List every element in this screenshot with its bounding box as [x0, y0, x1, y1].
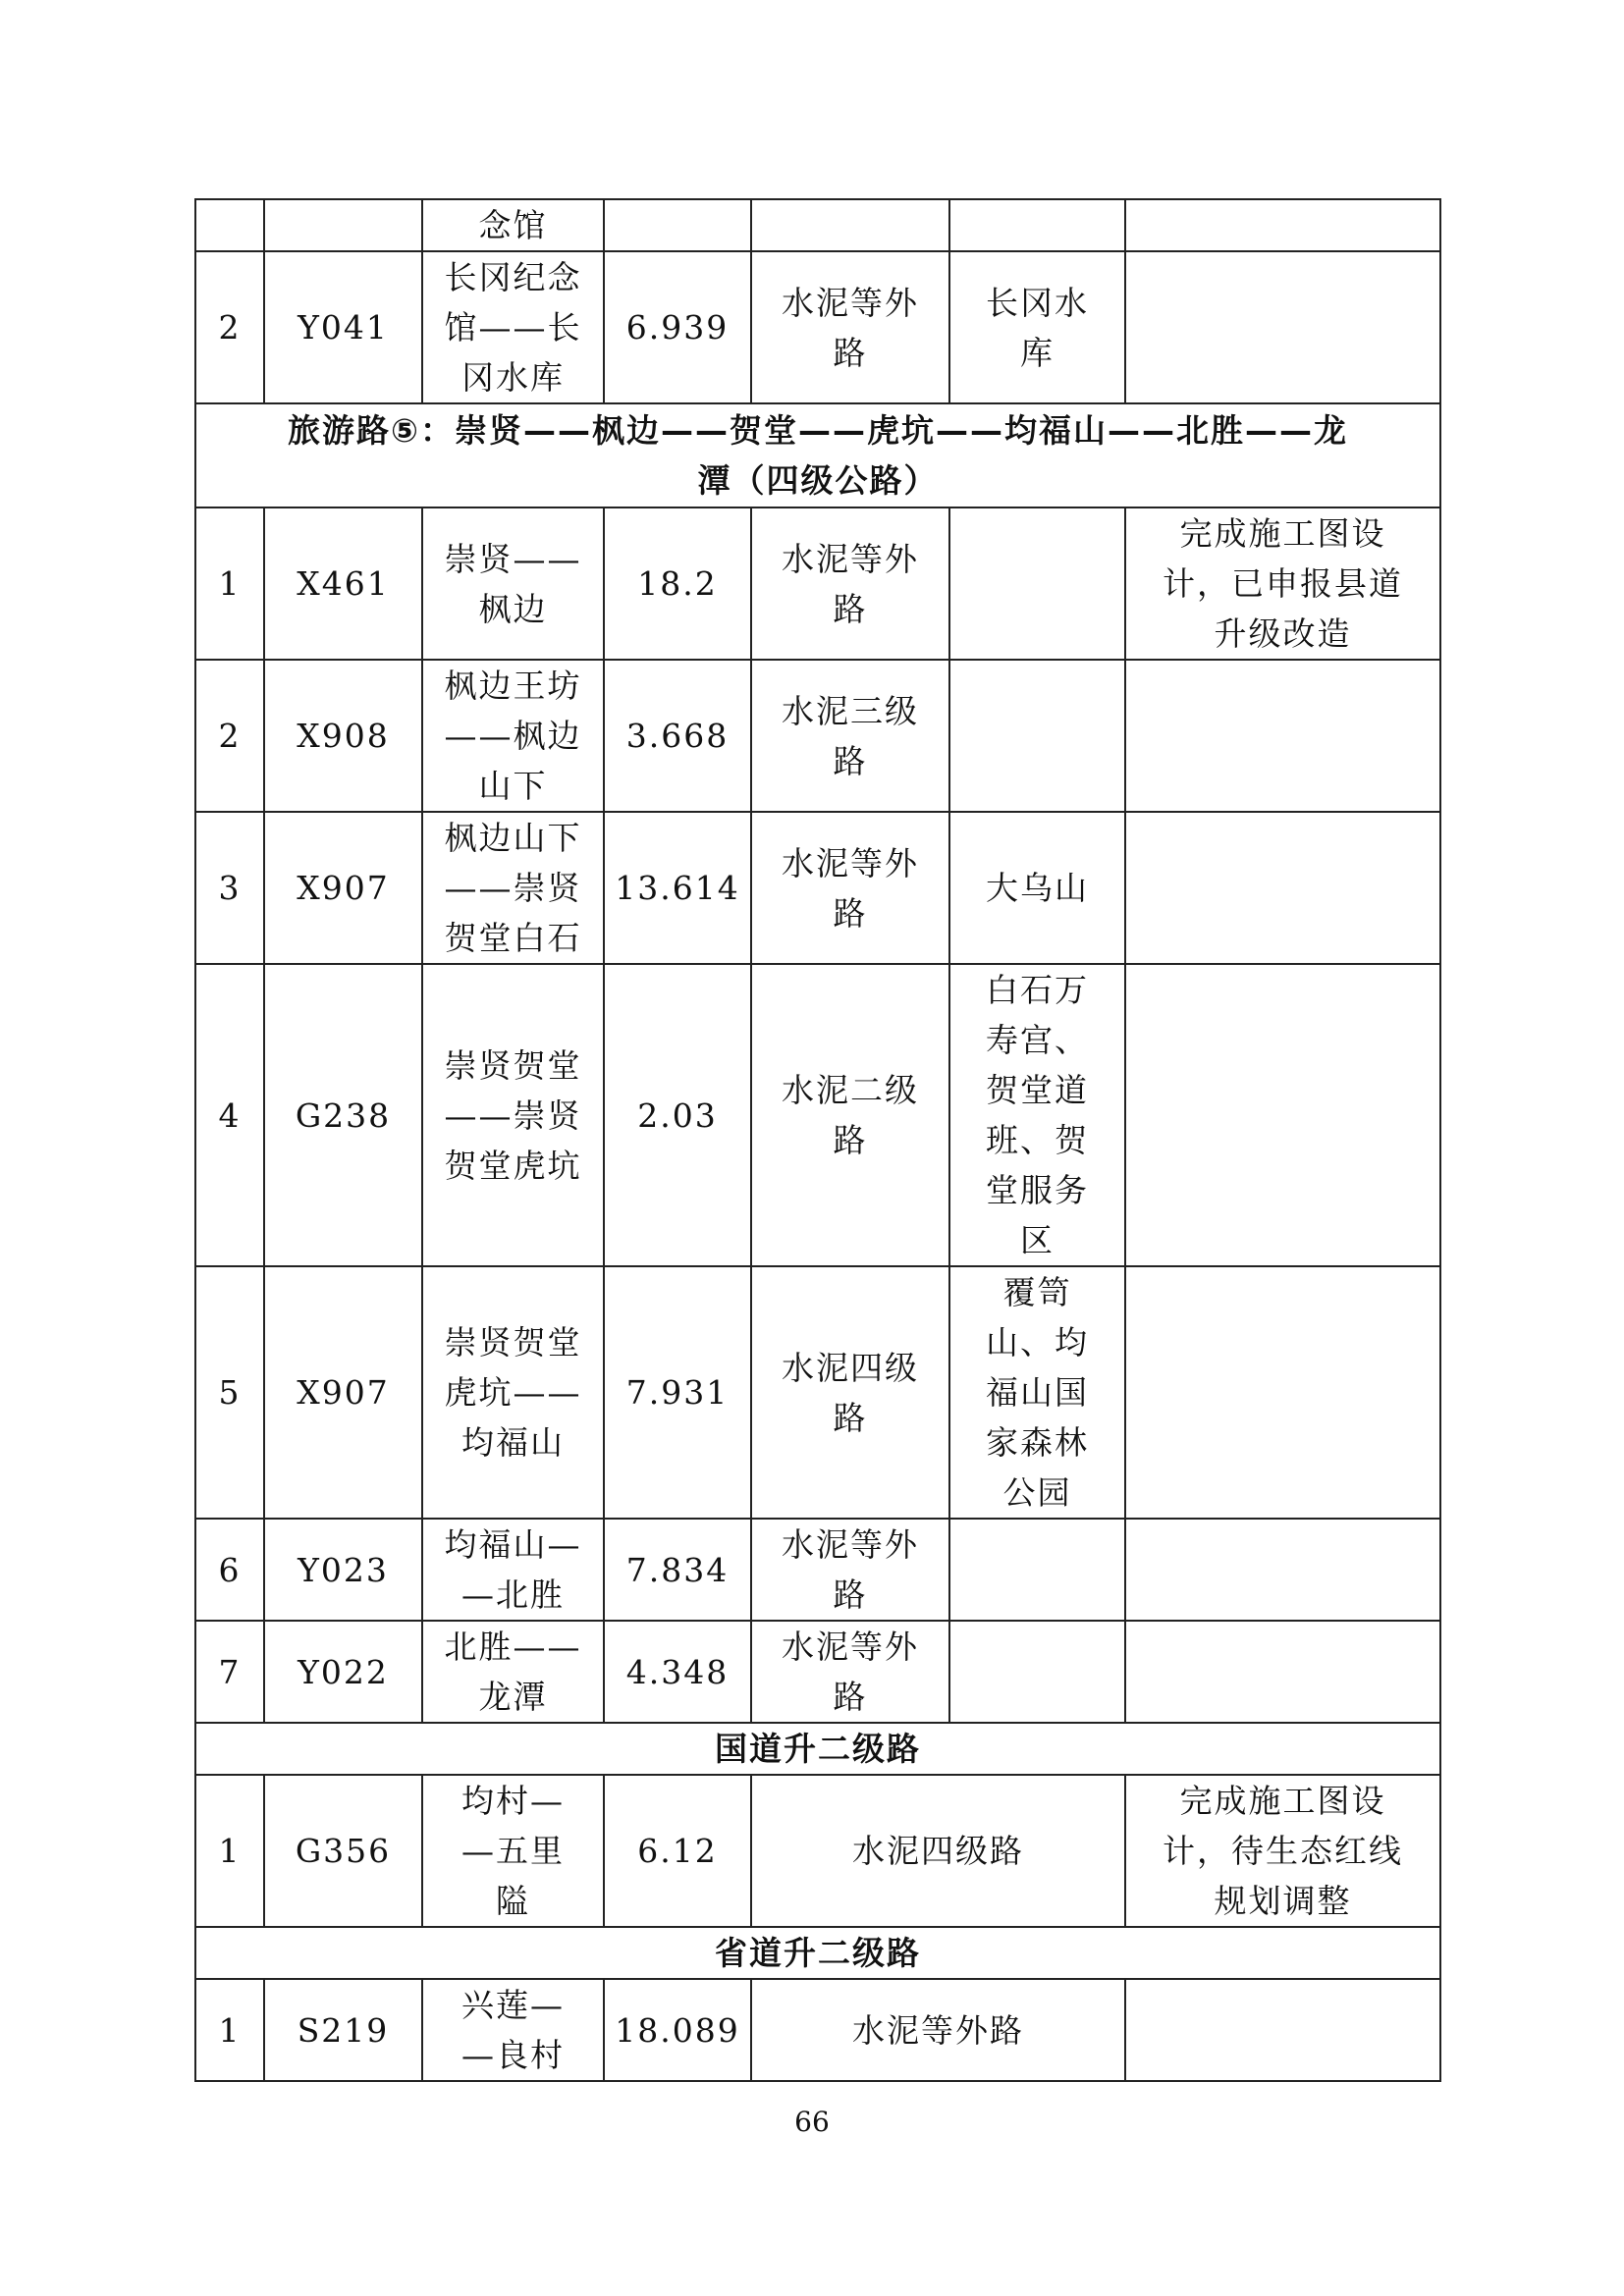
seq-cell-text: 3: [218, 869, 242, 907]
route-table: [194, 198, 1441, 2082]
table-row: [195, 1519, 1440, 1621]
road-code-cell-text: X907: [297, 1373, 390, 1412]
seq-cell-text: 1: [218, 1832, 242, 1870]
section-name-cell: [422, 660, 604, 812]
seq-cell: [195, 1266, 264, 1519]
seq-cell-text: 2: [218, 308, 242, 347]
surface-cell: [751, 199, 949, 251]
road-code-cell: [264, 660, 422, 812]
road-code-cell-text: S219: [297, 2010, 390, 2050]
surface-cell: [751, 812, 949, 964]
road-code-cell: [264, 507, 422, 660]
length-cell: [604, 1979, 751, 2081]
remark-cell: [1125, 660, 1440, 812]
section-name-cell-text: 均村— —五里 隘: [461, 1782, 565, 1920]
length-cell: [604, 199, 751, 251]
table-row: [195, 507, 1440, 660]
table-row: [195, 964, 1440, 1266]
road-code-cell-text: X907: [297, 869, 390, 907]
table-row: [195, 199, 1440, 251]
surface-cell: [751, 1979, 1125, 2081]
road-code-cell: [264, 199, 422, 251]
scenic-spot-cell: [949, 964, 1125, 1266]
section-title-text: 省道升二级路: [715, 1934, 921, 1972]
road-code-cell-text: G238: [295, 1095, 392, 1135]
remark-cell: [1125, 1979, 1440, 2081]
section-name-cell: [422, 1775, 604, 1927]
seq-cell-text: 7: [218, 1652, 242, 1691]
surface-cell: [751, 1519, 949, 1621]
route-table-body: [195, 199, 1440, 2081]
road-code-cell-text: Y023: [298, 1550, 389, 1589]
scenic-spot-cell-text: 长冈水 库: [986, 283, 1089, 372]
surface-cell-text: 水泥四级路: [852, 1832, 1024, 1870]
section-header-row: [195, 1927, 1440, 1979]
scenic-spot-cell: [949, 1266, 1125, 1519]
surface-cell: [751, 507, 949, 660]
remark-cell: [1125, 964, 1440, 1266]
seq-cell-text: 1: [218, 2010, 242, 2050]
length-cell: [604, 1621, 751, 1723]
seq-cell: [195, 964, 264, 1266]
road-code-cell: [264, 251, 422, 403]
length-cell-text: 6.12: [637, 1832, 718, 1870]
length-cell: [604, 507, 751, 660]
length-cell-text: 2.03: [637, 1095, 718, 1135]
length-cell: [604, 1266, 751, 1519]
length-cell: [604, 1519, 751, 1621]
seq-cell: [195, 199, 264, 251]
scenic-spot-cell: [949, 660, 1125, 812]
seq-cell: [195, 812, 264, 964]
seq-cell: [195, 1621, 264, 1723]
table-row: [195, 812, 1440, 964]
road-code-cell: [264, 1519, 422, 1621]
road-code-cell: [264, 1775, 422, 1927]
surface-cell-text: 水泥等外路: [852, 2010, 1024, 2050]
surface-cell: [751, 1621, 949, 1723]
length-cell: [604, 964, 751, 1266]
seq-cell-text: 1: [218, 564, 242, 603]
road-code-cell: [264, 1979, 422, 2081]
section-name-cell-text: 枫边山下 ——崇贤 贺堂白石: [444, 819, 582, 957]
scenic-spot-cell: [949, 812, 1125, 964]
table-row: [195, 660, 1440, 812]
section-name-cell-text: 念馆: [478, 206, 548, 244]
table-row: [195, 1621, 1440, 1723]
seq-cell-text: 6: [218, 1550, 242, 1589]
scenic-spot-cell: [949, 251, 1125, 403]
table-row: [195, 1266, 1440, 1519]
section-name-cell-text: 长冈纪念 馆——长 冈水库: [444, 258, 582, 397]
section-name-cell-text: 北胜—— 龙潭: [444, 1628, 582, 1716]
length-cell-text: 7.931: [625, 1373, 730, 1412]
seq-cell: [195, 1519, 264, 1621]
section-name-cell-text: 均福山— —北胜: [444, 1525, 582, 1614]
length-cell-text: 3.668: [625, 717, 730, 755]
section-title: [195, 403, 1440, 507]
length-cell: [604, 1775, 751, 1927]
road-code-cell: [264, 1621, 422, 1723]
scenic-spot-cell-text: 大乌山: [986, 869, 1089, 907]
section-name-cell: [422, 1621, 604, 1723]
seq-cell: [195, 1775, 264, 1927]
seq-cell: [195, 251, 264, 403]
section-name-cell: [422, 507, 604, 660]
road-code-cell: [264, 1266, 422, 1519]
road-code-cell-text: Y022: [298, 1652, 389, 1691]
section-name-cell-text: 崇贤—— 枫边: [444, 539, 582, 628]
length-cell-text: 4.348: [625, 1652, 730, 1691]
surface-cell-text: 水泥二级 路: [782, 1071, 919, 1159]
remark-cell-text: 完成施工图设 计，已申报县道 升级改造: [1163, 514, 1403, 653]
road-code-cell-text: G356: [295, 1832, 392, 1870]
section-name-cell: [422, 964, 604, 1266]
section-name-cell: [422, 199, 604, 251]
section-name-cell-text: 枫边王坊 ——枫边 山下: [444, 667, 582, 805]
section-title-text: 旅游路⑤：崇贤——枫边——贺堂——虎坑——均福山——北胜——龙 潭（四级公路）: [288, 411, 1348, 500]
remark-cell-text: 完成施工图设 计，待生态红线 规划调整: [1163, 1782, 1403, 1920]
surface-cell-text: 水泥等外 路: [782, 1525, 919, 1614]
length-cell: [604, 812, 751, 964]
section-name-cell: [422, 1519, 604, 1621]
length-cell-text: 7.834: [625, 1550, 730, 1589]
seq-cell: [195, 1979, 264, 2081]
section-name-cell: [422, 251, 604, 403]
surface-cell: [751, 1266, 949, 1519]
surface-cell-text: 水泥四级 路: [782, 1348, 919, 1437]
scenic-spot-cell-text: 白石万 寿宫、 贺堂道 班、贺 堂服务 区: [986, 971, 1089, 1259]
surface-cell-text: 水泥等外 路: [782, 539, 919, 628]
section-name-cell: [422, 1266, 604, 1519]
section-name-cell-text: 兴莲— —良村: [461, 1986, 565, 2074]
section-header-row: [195, 403, 1440, 507]
length-cell-text: 18.2: [637, 564, 718, 603]
section-title-text: 国道升二级路: [715, 1730, 921, 1768]
section-title: [195, 1927, 1440, 1979]
seq-cell: [195, 507, 264, 660]
page-number: 66: [794, 2106, 830, 2138]
remark-cell: [1125, 812, 1440, 964]
table-row: [195, 1775, 1440, 1927]
length-cell-text: 6.939: [625, 308, 730, 347]
remark-cell: [1125, 1775, 1440, 1927]
scenic-spot-cell-text: 覆笥 山、均 福山国 家森林 公园: [986, 1273, 1089, 1512]
scenic-spot-cell: [949, 199, 1125, 251]
remark-cell: [1125, 199, 1440, 251]
road-code-cell-text: X461: [297, 564, 390, 603]
section-name-cell-text: 崇贤贺堂 虎坑—— 均福山: [444, 1323, 582, 1462]
surface-cell: [751, 251, 949, 403]
road-code-cell-text: Y041: [298, 308, 389, 347]
table-row: [195, 251, 1440, 403]
surface-cell-text: 水泥等外 路: [782, 843, 919, 933]
surface-cell-text: 水泥三级 路: [782, 691, 919, 780]
section-title: [195, 1723, 1440, 1775]
section-name-cell: [422, 812, 604, 964]
length-cell-text: 13.614: [615, 869, 740, 907]
remark-cell: [1125, 1519, 1440, 1621]
scenic-spot-cell: [949, 507, 1125, 660]
seq-cell-text: 4: [218, 1095, 242, 1135]
scenic-spot-cell: [949, 1621, 1125, 1723]
length-cell: [604, 251, 751, 403]
seq-cell-text: 2: [218, 717, 242, 755]
seq-cell-text: 5: [218, 1373, 242, 1412]
length-cell: [604, 660, 751, 812]
section-name-cell: [422, 1979, 604, 2081]
road-code-cell: [264, 964, 422, 1266]
section-name-cell-text: 崇贤贺堂 ——崇贤 贺堂虎坑: [444, 1045, 582, 1185]
remark-cell: [1125, 1266, 1440, 1519]
seq-cell: [195, 660, 264, 812]
surface-cell-text: 水泥等外 路: [782, 283, 919, 372]
road-code-cell: [264, 812, 422, 964]
remark-cell: [1125, 251, 1440, 403]
remark-cell: [1125, 1621, 1440, 1723]
scenic-spot-cell: [949, 1519, 1125, 1621]
surface-cell: [751, 964, 949, 1266]
remark-cell: [1125, 507, 1440, 660]
surface-cell-text: 水泥等外 路: [782, 1628, 919, 1716]
section-header-row: [195, 1723, 1440, 1775]
table-row: [195, 1979, 1440, 2081]
surface-cell: [751, 660, 949, 812]
road-code-cell-text: X908: [297, 717, 390, 755]
length-cell-text: 18.089: [615, 2010, 740, 2050]
surface-cell: [751, 1775, 1125, 1927]
